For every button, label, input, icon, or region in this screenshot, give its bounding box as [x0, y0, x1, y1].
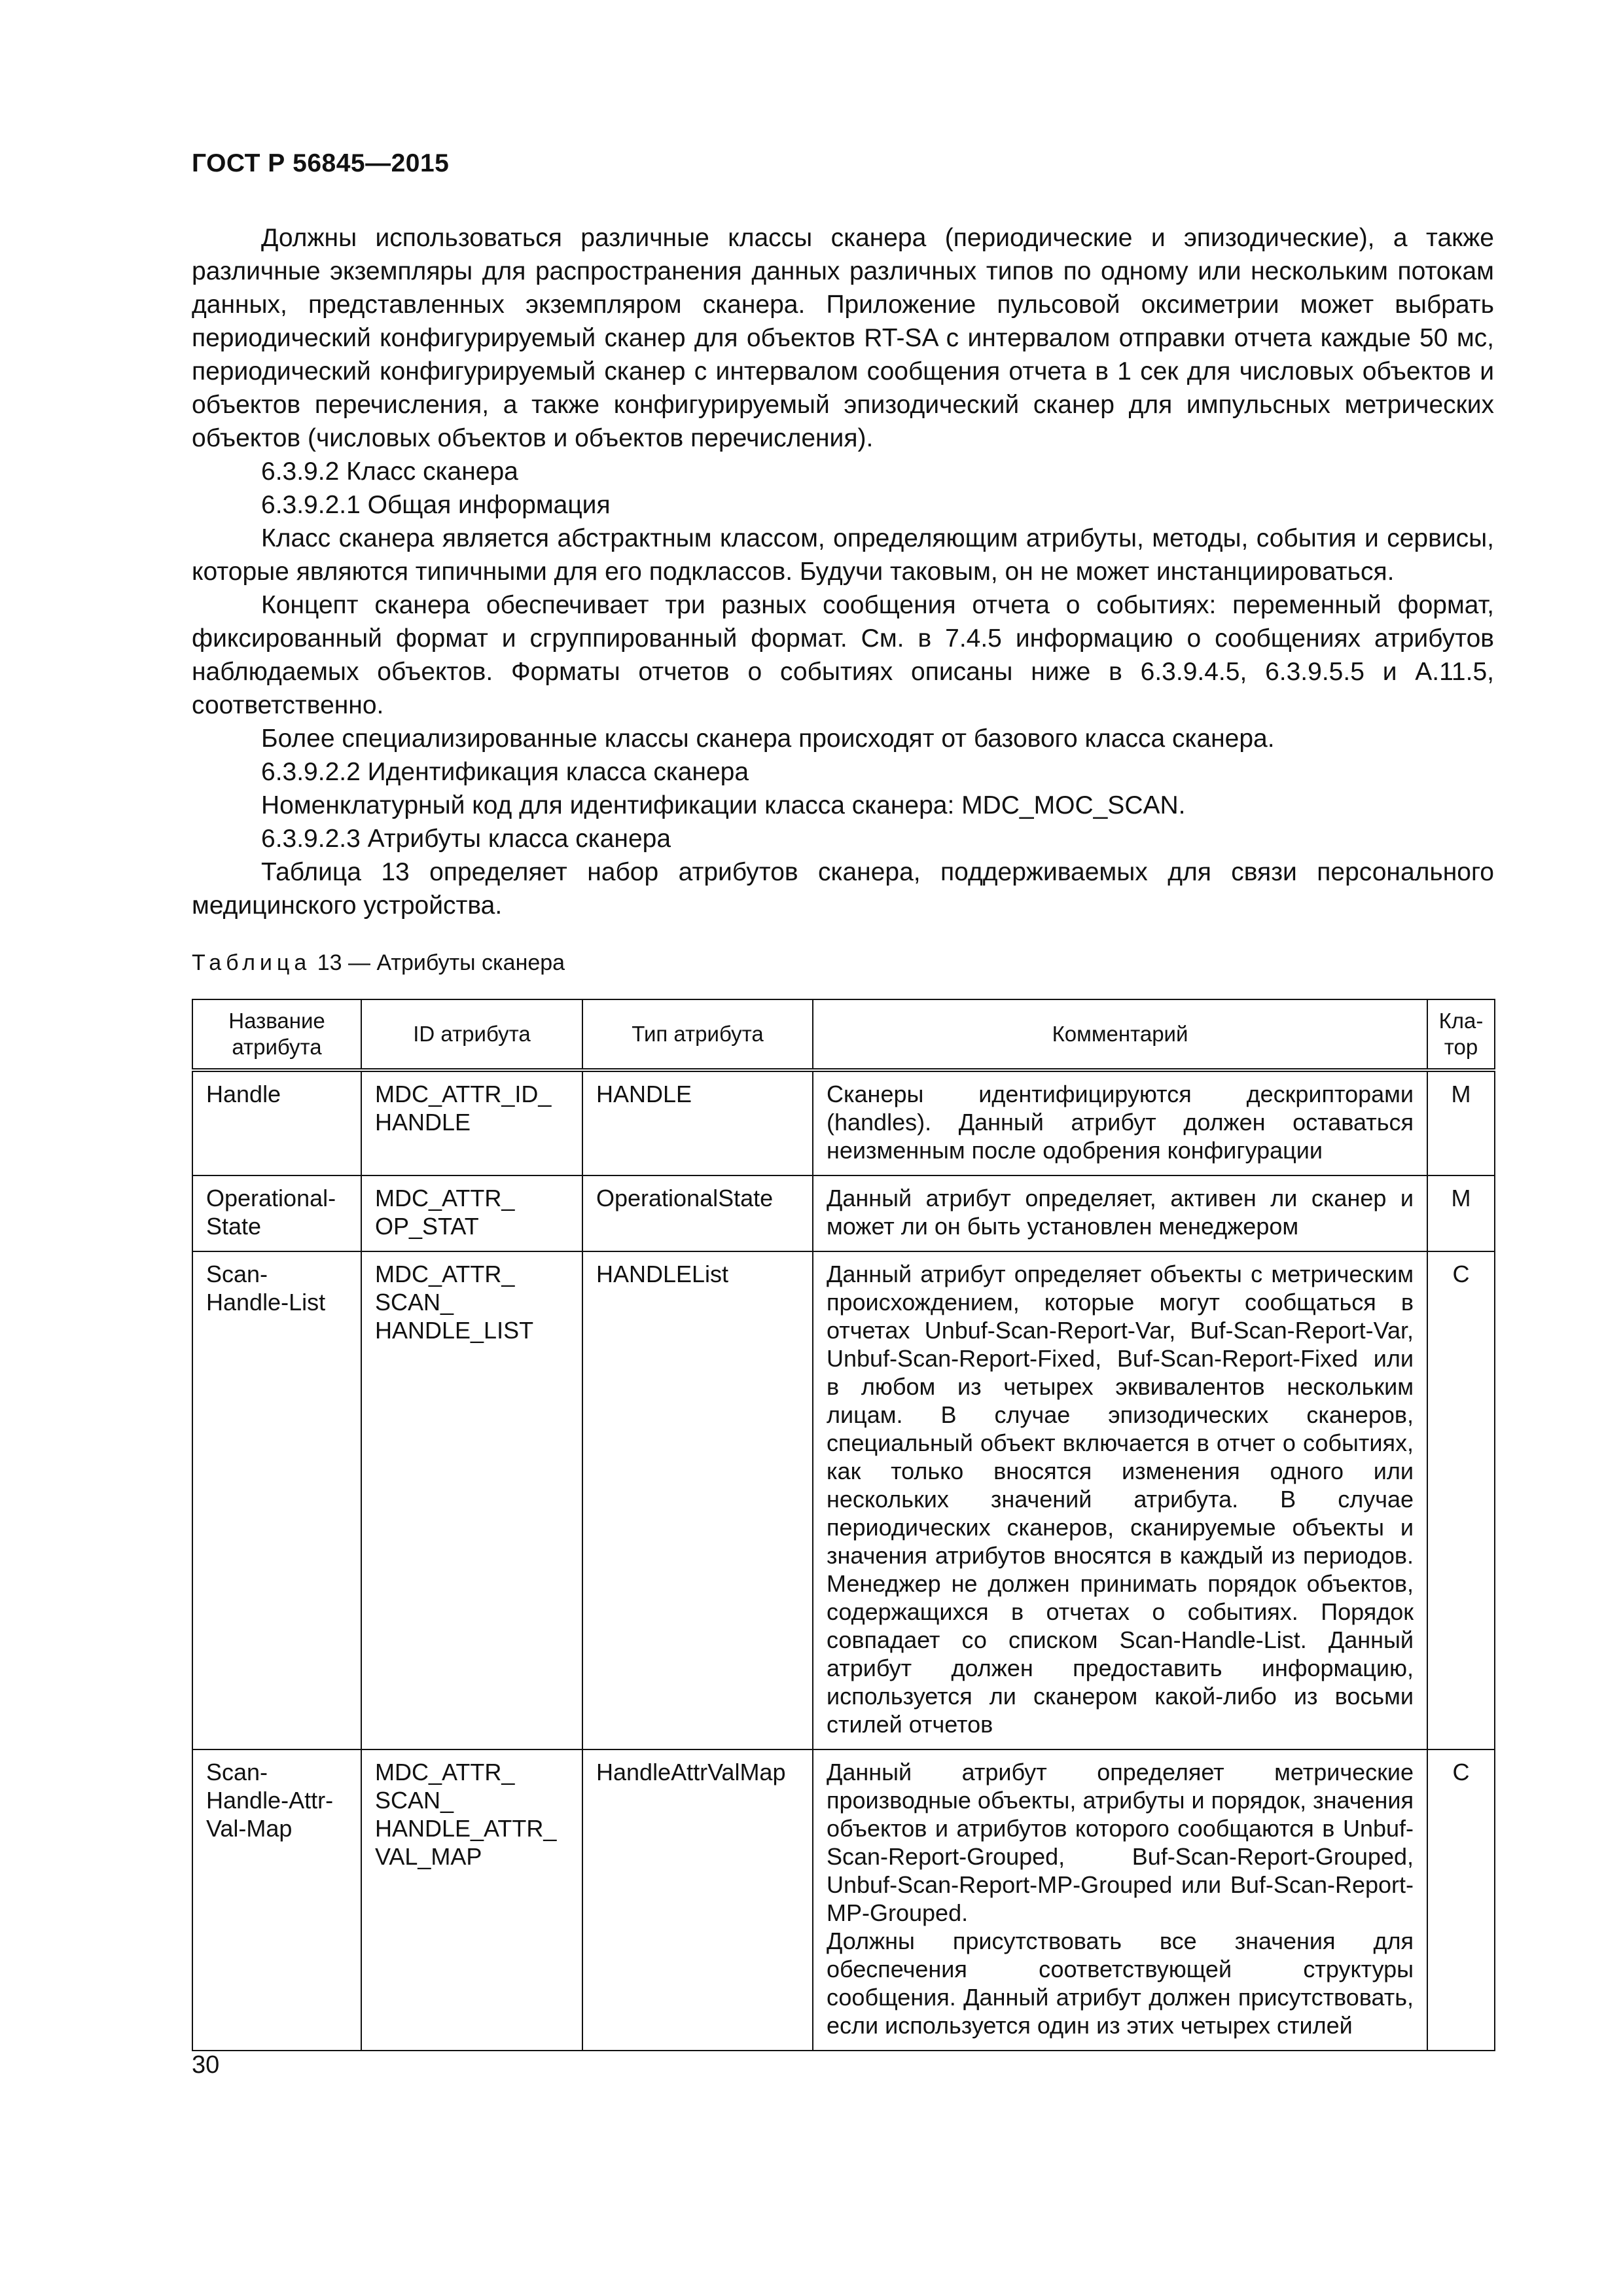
- cell-classifier: C: [1427, 1749, 1495, 2051]
- section-heading-6-3-9-2-3: 6.3.9.2.3 Атрибуты класса сканера: [261, 825, 671, 853]
- body-text: [192, 221, 1494, 922]
- cell-type: HANDLE: [582, 1070, 813, 1175]
- section-heading-6-3-9-2: 6.3.9.2 Класс сканера: [261, 457, 518, 486]
- paragraph-abstract-class: Класс сканера является абстрактным классом, определяющим атрибуты, методы, события и сервисы, которые являются типичными для его подклассов. Будучи таковым, он не может инстанциироваться.: [192, 524, 1494, 586]
- cell-type: OperationalState: [582, 1175, 813, 1251]
- table-caption-title: 13 — Атрибуты сканера: [311, 950, 565, 975]
- table-row: [192, 1175, 1495, 1251]
- header-comment: Комментарий: [813, 999, 1427, 1070]
- table-caption-prefix: Таблица: [192, 950, 312, 975]
- table-caption: [192, 950, 565, 976]
- header-classifier: Кла-тор: [1427, 999, 1495, 1070]
- cell-comment-part-1: Данный атрибут определяет метрические производные объекты, атрибуты и порядок, значения объектов и атрибутов которого сообщаются в Unbuf-Scan-Report-Grouped, Buf-Scan-Report-Grouped, Unbuf-Scan-Report-MP-Grouped или Buf-Scan-Report-MP-Grouped.: [827, 1759, 1414, 1926]
- cell-id: MDC_ATTR_ SCAN_ HANDLE_LIST: [361, 1251, 582, 1749]
- cell-type: HANDLEList: [582, 1251, 813, 1749]
- section-heading-6-3-9-2-2: 6.3.9.2.2 Идентификация класса сканера: [261, 758, 749, 786]
- paragraph-scanner-classes: Должны использоваться различные классы сканера (периодические и эпизодические), а также различные экземпляры для распространения данных различных типов по одному или нескольким потокам данных, представленных экземпляром сканера. Приложение пульсовой оксиметрии может выбрать периодический конфигурируемый сканер для объектов RT-SA с интервалом отправки отчета каждые 50 мс, периодический конфигурируемый сканер с интервалом сообщения отчета в 1 сек для числовых объектов и объектов перечисления, а также конфигурируемый эпизодический сканер для импульсных метрических объектов (числовых объектов и объектов перечисления).: [192, 224, 1494, 452]
- page-number: 30: [192, 2051, 220, 2079]
- header-attribute-type: Тип атрибута: [582, 999, 813, 1070]
- cell-id: MDC_ATTR_ OP_STAT: [361, 1175, 582, 1251]
- paragraph-report-formats: Концепт сканера обеспечивает три разных сообщения отчета о событиях: переменный формат, фиксированный формат и сгруппированный формат. См. в 7.4.5 информацию о сообщениях атрибутов наблюдаемых объектов. Форматы отчетов о событиях описаны ниже в 6.3.9.4.5, 6.3.9.5.5 и А.11.5, соответственно.: [192, 591, 1494, 719]
- cell-id: MDC_ATTR_ SCAN_ HANDLE_ATTR_ VAL_MAP: [361, 1749, 582, 2051]
- cell-comment: Сканеры идентифицируются дескрипторами (handles). Данный атрибут должен оставаться неизменным после одобрения конфигурации: [813, 1070, 1427, 1175]
- scanner-attributes-table: [192, 999, 1495, 2051]
- section-heading-6-3-9-2-1: 6.3.9.2.1 Общая информация: [261, 491, 611, 519]
- cell-comment: Данный атрибут определяет объекты с метрическим происхождением, которые могут сообщаться в отчетах Unbuf-Scan-Report-Var, Buf-Scan-Report-Var, Unbuf-Scan-Report-Fixed, Buf-Scan-Report-Fixed или в любом из четырех эквивалентов нескольким лицам. В случае эпизодических сканеров, специальный объект включается в отчет о событиях, как только вносятся изменения одного или нескольких значений атрибута. В случае периодических сканеров, сканируемые объекты и значения атрибутов вносятся в каждый из периодов. Менеджер не должен принимать порядок объектов, содержащихся в отчетах о событиях. Порядок совпадает со списком Scan-Handle-List. Данный атрибут должен предоставить информацию, используется ли сканером какой-либо из восьми стилей отчетов: [813, 1251, 1427, 1749]
- cell-comment: [813, 1749, 1427, 2051]
- cell-classifier: C: [1427, 1251, 1495, 1749]
- cell-name: Scan-Handle-Attr-Val-Map: [192, 1749, 361, 2051]
- cell-name: Operational-State: [192, 1175, 361, 1251]
- paragraph-specialized-classes: Более специализированные классы сканера происходят от базового класса сканера.: [261, 725, 1275, 753]
- cell-type: HandleAttrValMap: [582, 1749, 813, 2051]
- table-row: [192, 1251, 1495, 1749]
- header-attribute-id: ID атрибута: [361, 999, 582, 1070]
- cell-classifier: M: [1427, 1070, 1495, 1175]
- cell-comment-part-2: Должны присутствовать все значения для обеспечения соответствующей структуры сообщения. Данный атрибут должен присутствовать, если используется один из этих четырех стилей: [827, 1928, 1414, 2039]
- cell-id: MDC_ATTR_ID_ HANDLE: [361, 1070, 582, 1175]
- table-row: [192, 1070, 1495, 1175]
- header-attribute-name: Название атрибута: [192, 999, 361, 1070]
- table-header-row: [192, 999, 1495, 1070]
- table-row: [192, 1749, 1495, 2051]
- cell-comment: Данный атрибут определяет, активен ли сканер и может ли он быть установлен менеджером: [813, 1175, 1427, 1251]
- paragraph-nomenclature-code: Номенклатурный код для идентификации класса сканера: MDC_MOC_SCAN.: [261, 791, 1186, 819]
- document-header: ГОСТ Р 56845—2015: [192, 149, 450, 177]
- cell-name: Scan-Handle-List: [192, 1251, 361, 1749]
- cell-classifier: M: [1427, 1175, 1495, 1251]
- paragraph-table-intro: Таблица 13 определяет набор атрибутов сканера, поддерживаемых для связи персонального медицинского устройства.: [192, 858, 1494, 920]
- cell-name: Handle: [192, 1070, 361, 1175]
